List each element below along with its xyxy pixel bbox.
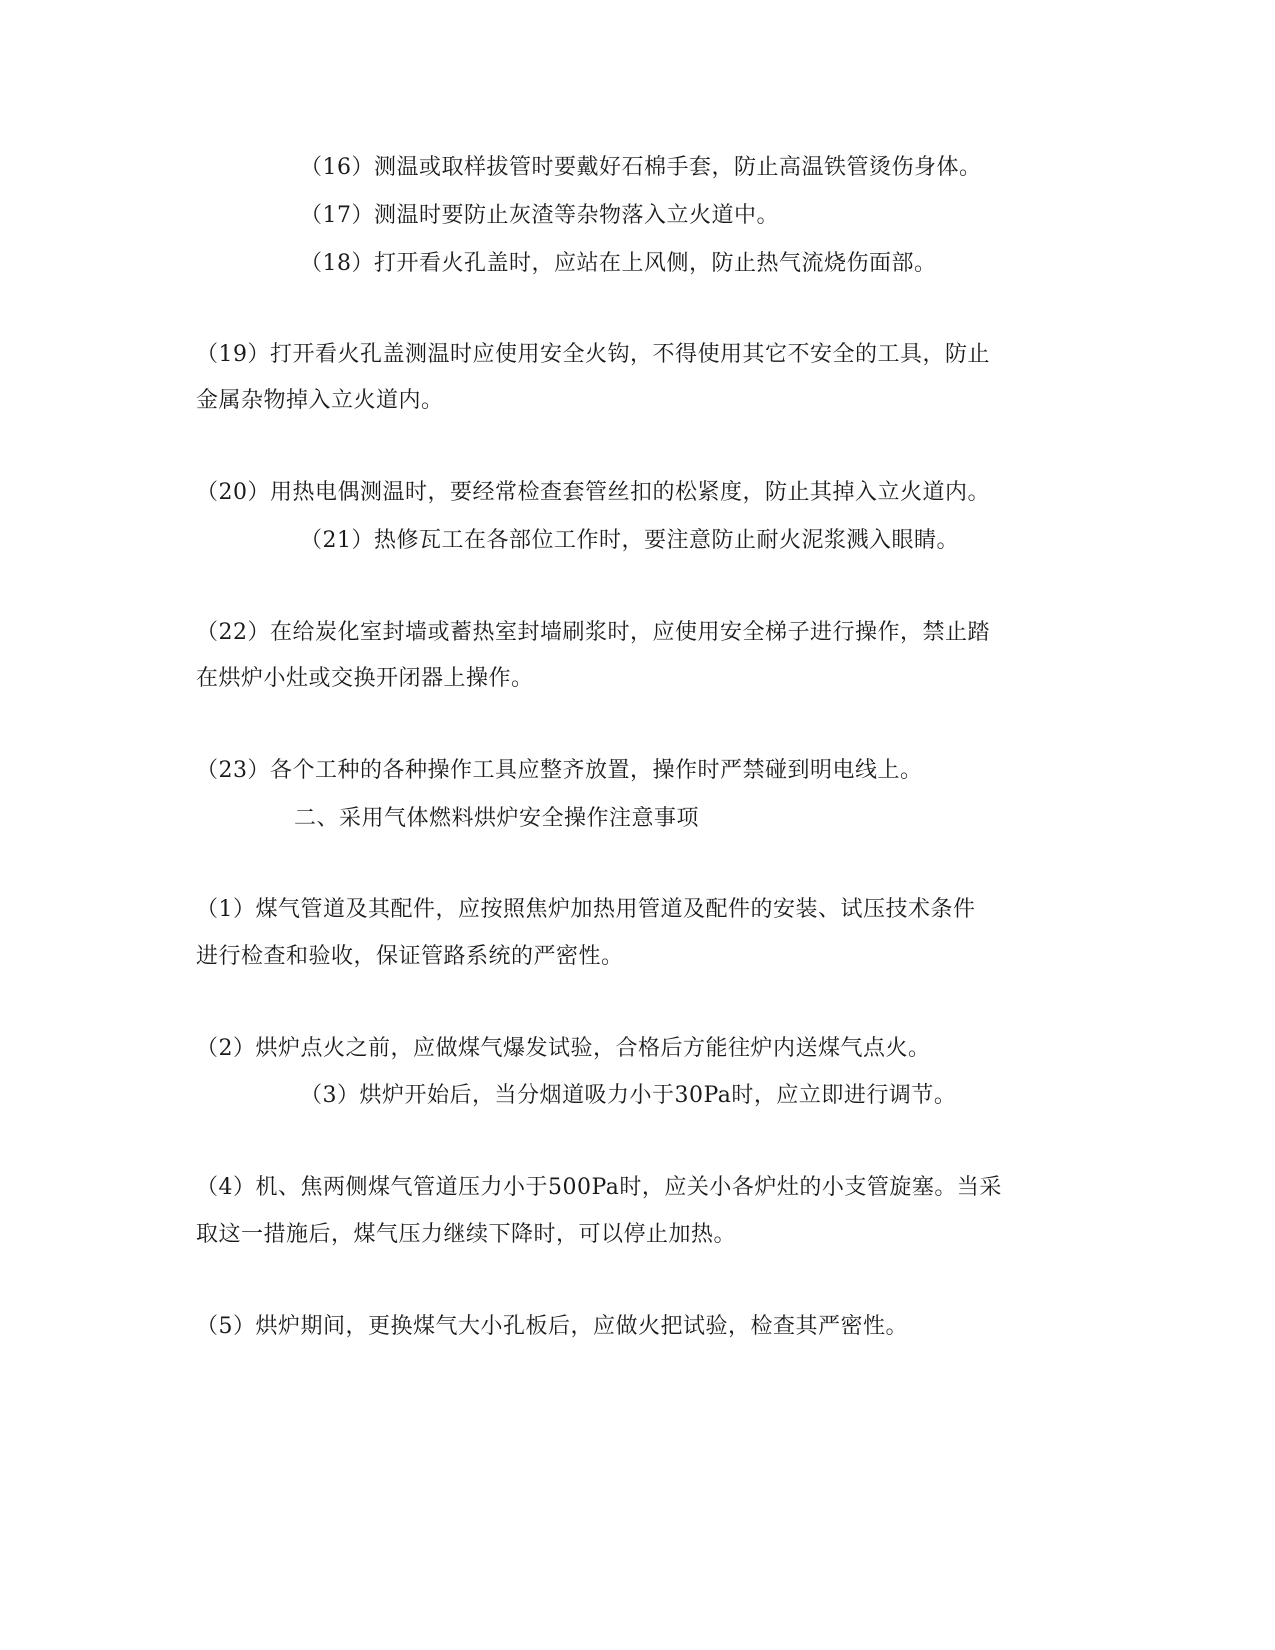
gas-item-5: （5）烘炉期间，更换煤气大小孔板后，应做火把试验，检查其严密性。	[196, 1314, 908, 1339]
gas-item-3: （3）烘炉开始后，当分烟道吸力小于30Pa时，应立即进行调节。	[300, 1083, 957, 1108]
item-17: （17）测温时要防止灰渣等杂物落入立火道中。	[300, 203, 779, 228]
item-22-line-1: （22）在给炭化室封墙或蓄热室封墙刷浆时，应使用安全梯子进行操作，禁止踏	[196, 620, 990, 645]
item-18: （18）打开看火孔盖时，应站在上风侧，防止热气流烧伤面部。	[300, 251, 937, 276]
item-23: （23）各个工种的各种操作工具应整齐放置，操作时严禁碰到明电线上。	[196, 758, 923, 783]
gas-item-4-line-1: （4）机、焦两侧煤气管道压力小于500Pa时，应关小各炉灶的小支管旋塞。当采	[196, 1175, 1002, 1200]
item-16: （16）测温或取样拔管时要戴好石棉手套，防止高温铁管烫伤身体。	[300, 155, 982, 180]
section-heading: 二、采用气体燃料烘炉安全操作注意事项	[294, 806, 700, 831]
item-19-line-1: （19）打开看火孔盖测温时应使用安全火钩，不得使用其它不安全的工具，防止	[196, 342, 990, 367]
item-22-line-2: 在烘炉小灶或交换开闭器上操作。	[196, 666, 534, 691]
gas-item-4-line-2: 取这一措施后，煤气压力继续下降时，可以停止加热。	[196, 1222, 737, 1247]
gas-item-1-line-1: （1）煤气管道及其配件，应按照焦炉加热用管道及配件的安装、试压技术条件	[196, 897, 976, 922]
gas-item-1-line-2: 进行检查和验收，保证管路系统的严密性。	[196, 944, 624, 969]
item-19-line-2: 金属杂物掉入立火道内。	[196, 388, 444, 413]
item-20: （20）用热电偶测温时，要经常检查套管丝扣的松紧度，防止其掉入立火道内。	[196, 480, 990, 505]
gas-item-2: （2）烘炉点火之前，应做煤气爆发试验，合格后方能往炉内送煤气点火。	[196, 1036, 931, 1061]
item-21: （21）热修瓦工在各部位工作时，要注意防止耐火泥浆溅入眼睛。	[300, 528, 959, 553]
